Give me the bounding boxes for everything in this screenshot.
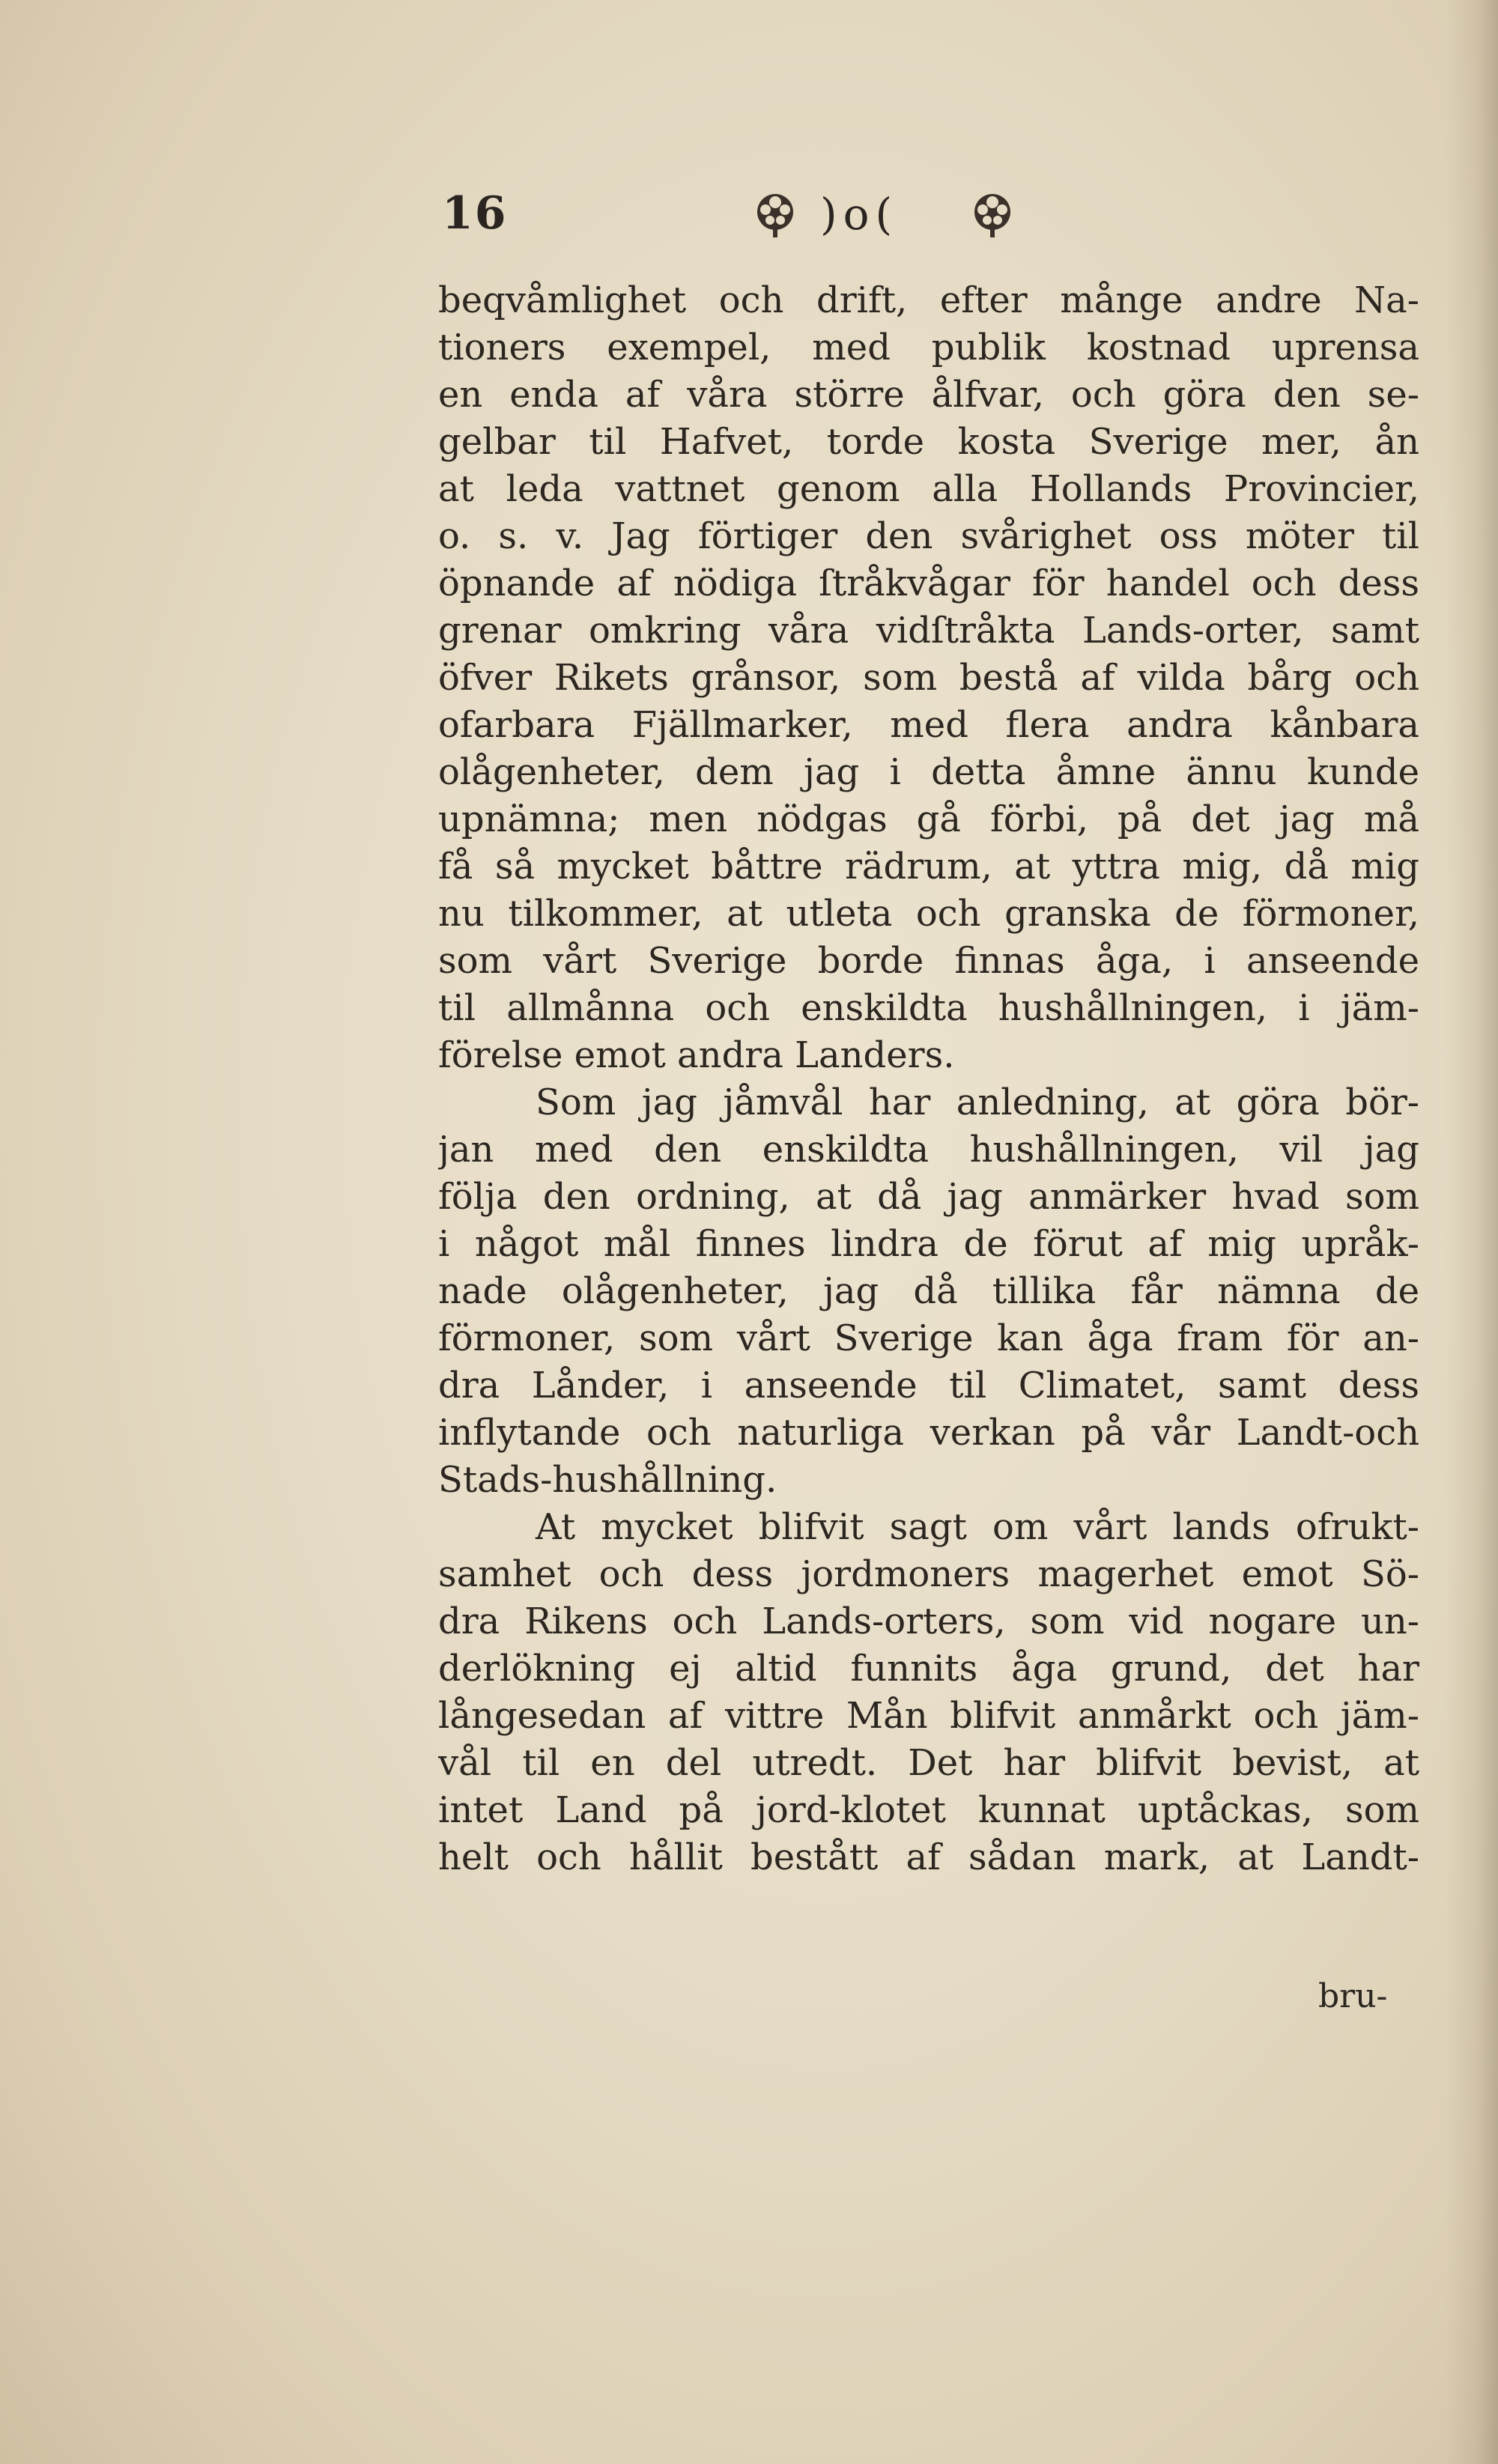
paragraph-start-line: Som jag jåmvål har anledning, at göra bör- bbox=[536, 1081, 1419, 1123]
text-line: gelbar til Hafvet, torde kosta Sverige mer, ån bbox=[438, 421, 1419, 463]
text-line: öfver Rikets grånsor, som bestå af vilda bårg och bbox=[438, 657, 1419, 699]
body-text bbox=[438, 277, 1419, 1881]
text-line: olågenheter, dem jag i detta åmne ännu kunde bbox=[438, 751, 1419, 793]
text-line: en enda af våra större ålfvar, och göra den se- bbox=[438, 374, 1419, 416]
text-line: intet Land på jord-klotet kunnat uptåckas, som bbox=[438, 1789, 1419, 1831]
page-number: 16 bbox=[442, 187, 508, 240]
text-line: tioners exempel, med publik kostnad uprensa bbox=[438, 327, 1419, 368]
flower-ornament-icon bbox=[966, 187, 1019, 240]
text-line: samhet och dess jordmoners magerhet emot Sö- bbox=[438, 1553, 1419, 1595]
text-line: långesedan af vittre Mån blifvit anmårkt och jäm- bbox=[438, 1695, 1419, 1737]
text-line: dra Rikens och Lands-orters, som vid nogare un- bbox=[438, 1600, 1419, 1642]
text-line: förmoner, som vårt Sverige kan åga fram för an- bbox=[438, 1317, 1419, 1359]
text-line: inflytande och naturliga verkan på vår Landt-och bbox=[438, 1412, 1419, 1454]
text-line: ofarbara Fjällmarker, med flera andra kånbara bbox=[438, 704, 1419, 746]
page-header bbox=[442, 187, 1416, 247]
text-line: i något mål finnes lindra de förut af mig upråk- bbox=[438, 1223, 1419, 1265]
text-line: til allmånna och enskildta hushållningen, i jäm- bbox=[438, 987, 1419, 1029]
paragraph-start-line: At mycket blifvit sagt om vårt lands ofrukt- bbox=[536, 1506, 1419, 1548]
text-line: nade olågenheter, jag då tillika får nämna de bbox=[438, 1270, 1419, 1312]
text-line: grenar omkring våra vidſtråkta Lands-orter, samt bbox=[438, 610, 1419, 652]
text-line: som vårt Sverige borde finnas åga, i anseende bbox=[438, 940, 1419, 982]
text-line: nu tilkommer, at utleta och granska de förmoner, bbox=[438, 893, 1419, 935]
text-line: at leda vattnet genom alla Hollands Provincier, bbox=[438, 468, 1419, 510]
text-line: o. s. v. Jag förtiger den svårighet oss möter til bbox=[438, 515, 1419, 557]
catchword: bru- bbox=[1318, 1977, 1388, 2015]
text-line: öpnande af nödiga ſtråkvågar för handel och dess bbox=[438, 562, 1419, 604]
page-fold-shadow bbox=[1446, 0, 1498, 2464]
text-line: helt och hållit bestått af sådan mark, at Landt- bbox=[438, 1836, 1419, 1878]
paragraph-end-line: förelse emot andra Landers. bbox=[438, 1034, 955, 1076]
text-line: upnämna; men nödgas gå förbi, på det jag må bbox=[438, 798, 1419, 840]
text-line: derlökning ej altid funnits åga grund, det har bbox=[438, 1648, 1419, 1690]
text-line: vål til en del utredt. Det har blifvit bevist, at bbox=[438, 1742, 1419, 1784]
text-line: få så mycket båttre rädrum, at yttra mig, då mig bbox=[438, 846, 1419, 887]
header-center-mark: )o( bbox=[820, 189, 899, 240]
text-line: dra Lånder, i anseende til Climatet, samt dess bbox=[438, 1365, 1419, 1407]
paragraph-end-line: Stads-hushållning. bbox=[438, 1459, 777, 1501]
flower-ornament-icon bbox=[749, 187, 801, 240]
text-line: följa den ordning, at då jag anmärker hvad som bbox=[438, 1176, 1419, 1218]
text-line: beqvåmlighet och drift, efter månge andre Na- bbox=[438, 279, 1419, 321]
text-line: jan med den enskildta hushållningen, vil jag bbox=[438, 1129, 1419, 1171]
